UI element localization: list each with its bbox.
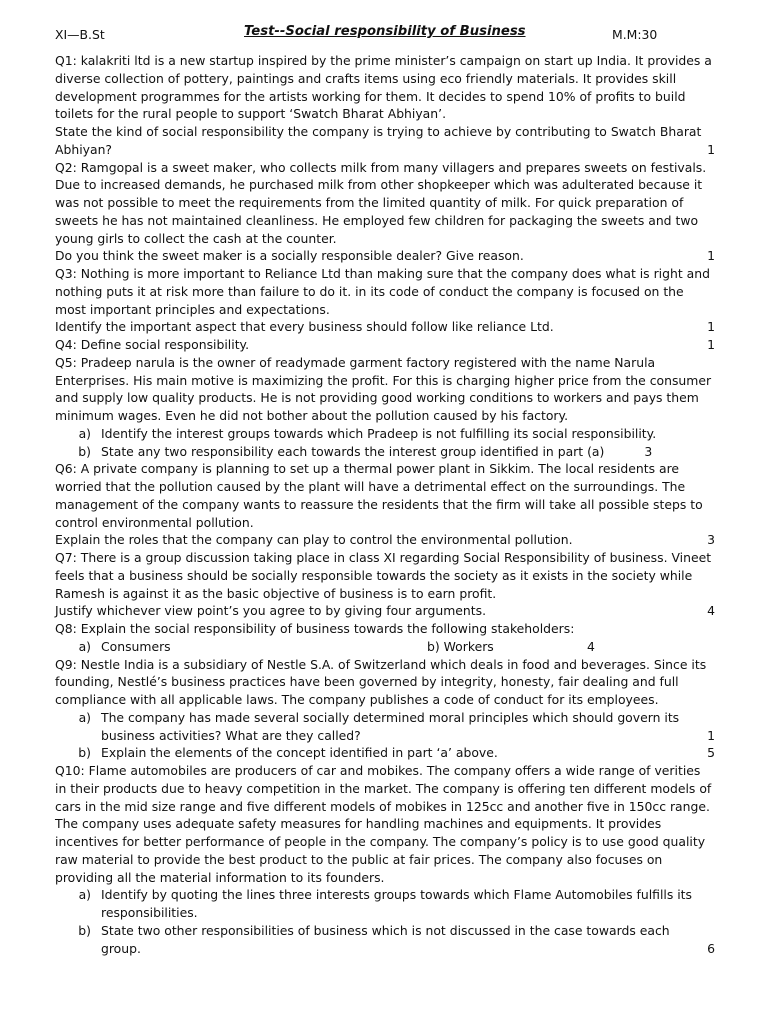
q10-item-b: [55, 922, 715, 958]
q5-case: Q5: Pradeep narula is the owner of readymade garment factory registered with the name Narula Enterprises. His main motive is maximizing the profit. For this is charging higher price from the consumer and supply low quality products. He is not providing good working conditions to workers and pays them minimum wages. Even he did not bother about the pollution caused by his factory.: [55, 354, 712, 423]
q5-item-b: [55, 443, 715, 461]
q1-marks: 1: [707, 141, 715, 157]
q1-question-text: State the kind of social responsibility the company is trying to achieve by contributing to Swatch Bharat Abhiyan?: [55, 124, 702, 157]
q8-question: Q8: Explain the social responsibility of business towards the following stakeholders:: [55, 621, 575, 636]
q5-marks: 3: [644, 443, 653, 459]
q4-question-text: Q4: Define social responsibility.: [55, 337, 250, 352]
q6-marks: 3: [707, 532, 715, 548]
q6-question-text: Explain the roles that the company can play to control the environmental pollution.: [55, 532, 573, 548]
q8-item-a-text: Consumers: [101, 638, 171, 654]
q10-item-a: [55, 886, 715, 922]
q5-item-b-label: b): [78, 443, 91, 459]
q9-item-b: [55, 744, 715, 762]
q8-items: [55, 638, 715, 656]
q8-marks: 4: [587, 638, 595, 654]
q3-question: [55, 318, 715, 336]
q7-question-text: Justify whichever view point’s you agree to by giving four arguments.: [55, 603, 487, 619]
question-paper: [55, 24, 715, 957]
q9-item-a: [55, 709, 715, 745]
q10-item-b-label: b): [78, 922, 91, 938]
q3-question-text: Identify the important aspect that every business should follow like reliance Ltd.: [55, 319, 554, 335]
q3-case: Q3: Nothing is more important to Reliance Ltd than making sure that the company does what is right and nothing puts it at risk more than failure to do it. in its code of conduct the company is focused on the most important principles and expectations.: [55, 266, 710, 317]
q5-item-a: [55, 425, 715, 443]
q9-case: Q9: Nestle India is a subsidiary of Nestle S.A. of Switzerland which deals in food and beverages. Since its founding, Nestlé’s business practices have been governed by integrity, honesty, fair dealing and full compliance with all applicable laws. The company publishes a code of conduct for its employees.: [55, 656, 707, 707]
q4-question: [55, 336, 715, 354]
q10-item-a-text: Identify by quoting the lines three interests groups towards which Flame Automobiles fulfills its responsibilities.: [101, 887, 692, 920]
test-title: Test--Social responsibility of Business: [244, 24, 526, 39]
q9-item-a-text: The company has made several socially determined moral principles which should govern its business activities? What are they called?: [101, 709, 680, 743]
q2-question: [55, 247, 715, 265]
q10-item-a-label: a): [78, 887, 91, 903]
q2-marks: 1: [707, 248, 715, 264]
q8-item-b-text: b) Workers: [427, 638, 494, 654]
q2-question-text: Do you think the sweet maker is a socially responsible dealer? Give reason.: [55, 248, 524, 264]
q7-marks: 4: [707, 603, 715, 619]
q5-item-b-text: State any two responsibility each towards the interest group identified in part (a): [101, 443, 605, 459]
q9-item-a-label: a): [78, 709, 91, 725]
q9-item-b-label: b): [78, 745, 91, 761]
q6-case: Q6: A private company is planning to set up a thermal power plant in Sikkim. The local residents are worried that the pollution caused by the plant will have a detrimental effect on the surroundings. The management of the company wants to reassure the residents that the firm will take all possible steps to control environmental pollution.: [55, 461, 703, 530]
q7-case: Q7: There is a group discussion taking place in class XI regarding Social Responsibility of business. Vineet feels that a business should be socially responsible towards the society as it exists in the society while Ramesh is against it as the basic objective of business is to earn profit.: [55, 550, 712, 601]
q9-item-b-marks: 5: [707, 745, 715, 761]
q8-item-a-label: a): [78, 638, 91, 654]
max-marks: M.M:30: [612, 27, 658, 42]
paper-header: [55, 24, 715, 46]
q10-item-b-text: State two other responsibilities of business which is not discussed in the case towards each group.: [101, 922, 670, 956]
q4-marks: 1: [707, 337, 715, 352]
q1-question: [55, 123, 715, 159]
q10-case: Q10: Flame automobiles are producers of car and mobikes. The company offers a wide range of verities in their products due to heavy competition in the market. The company is offering ten different models of cars in the mid size range and five different models of mobikes in 125cc and another five in 150cc range. The company uses adequate safety measures for handling machines and equipments. It provides incentives for better performance of people in the company. The company’s policy is to use good quality raw material to provide the best product to the public at fair prices. The company also focuses on providing all the material information to its founders.: [55, 763, 712, 885]
q9-item-a-marks: 1: [707, 727, 715, 743]
q5-item-a-label: a): [78, 425, 91, 441]
q1-case: Q1: kalakriti ltd is a new startup inspired by the prime minister’s campaign on start up India. It provides a diverse collection of pottery, paintings and crafts items using eco friendly materials. It provides skill development programmes for the artists working for them. It decides to spend 10% of profits to build toilets for the rural people to support ‘Swatch Bharat Abhiyan’.: [55, 53, 712, 122]
q10-marks: 6: [707, 940, 715, 956]
q2-case: Q2: Ramgopal is a sweet maker, who collects milk from many villagers and prepares sweets on festivals. Due to increased demands, he purchased milk from other shopkeeper which was adulterated because it was not possible to meet the requirements from the limited quantity of milk. For quick preparation of sweets he has not maintained cleanliness. He employed few children for packaging the sweets and two young girls to collect the cash at the counter.: [55, 159, 707, 246]
questions: [55, 52, 715, 957]
q5-item-a-text: Identify the interest groups towards which Pradeep is not fulfilling its social responsibility.: [101, 425, 657, 441]
q3-marks: 1: [707, 319, 715, 335]
class-label: XI—B.St: [55, 27, 105, 42]
q6-question: [55, 531, 715, 549]
q9-item-b-text: Explain the elements of the concept identified in part ‘a’ above.: [101, 745, 498, 761]
q7-question: [55, 602, 715, 620]
